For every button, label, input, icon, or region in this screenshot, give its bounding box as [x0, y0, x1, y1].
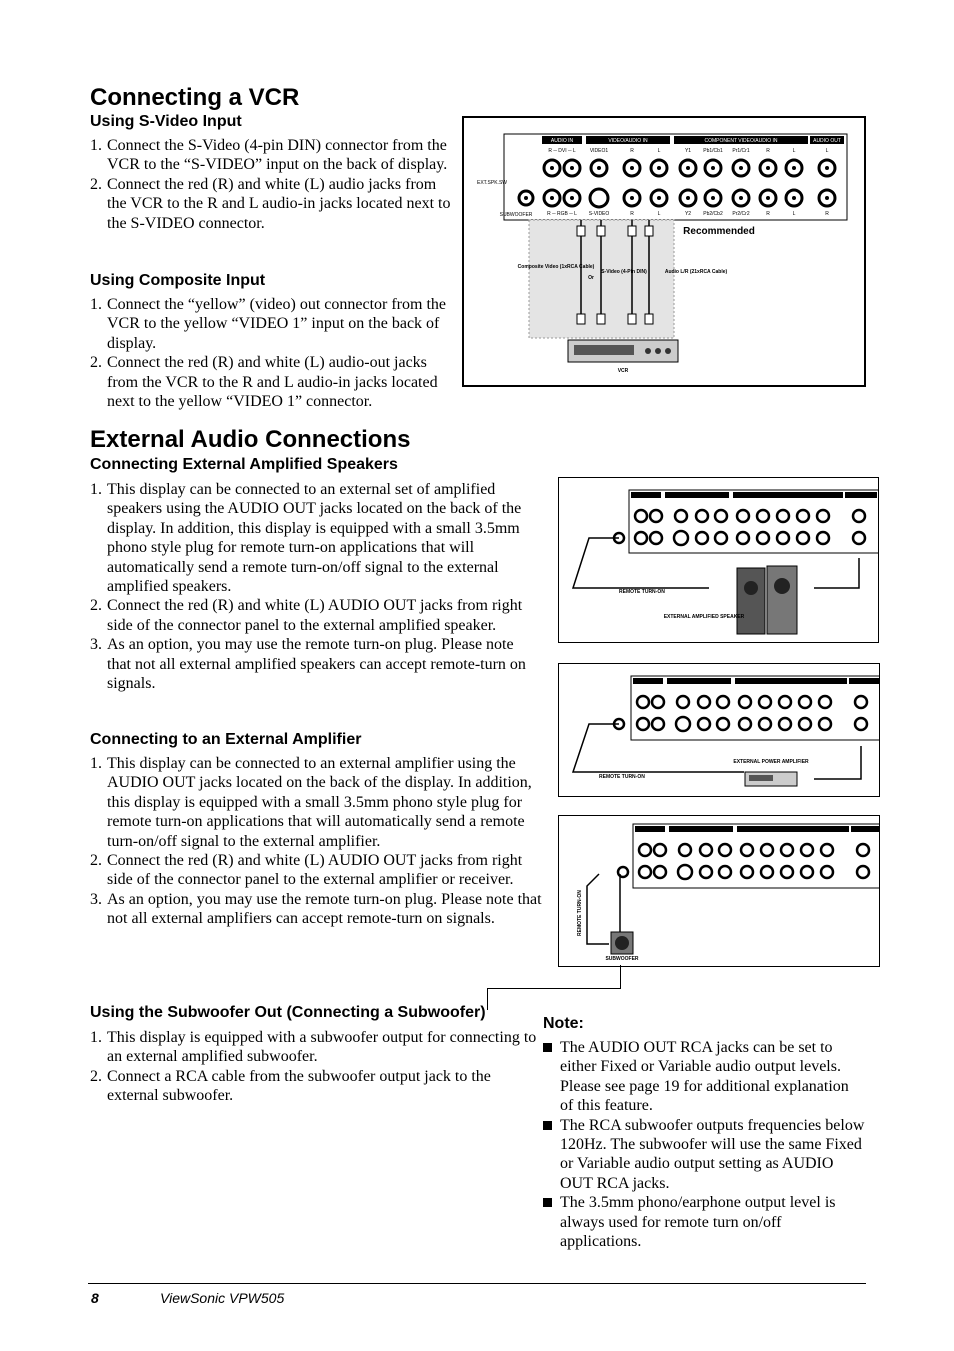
list-item: 1. Connect the “yellow” (video) out connector from the VCR to the yellow “VIDEO 1” input on the back of display. — [90, 296, 446, 352]
audio-in-label: AUDIO IN — [550, 138, 574, 144]
svg-text:S-VIDEO: S-VIDEO — [588, 211, 610, 217]
svg-text:Pr2/Cr2: Pr2/Cr2 — [732, 211, 750, 217]
amplifier-heading: Connecting to an External Amplifier — [90, 731, 362, 748]
square-bullet-icon — [543, 1198, 552, 1207]
callout-line — [487, 988, 488, 1010]
svg-text:Pb2/Cb2: Pb2/Cb2 — [703, 211, 723, 217]
speaker-connection-figure — [558, 477, 879, 643]
audio-title: External Audio Connections — [90, 426, 411, 453]
list-item: 1. Connect the S-Video (4-pin DIN) connector from the VCR to the “S-VIDEO” input on the back of display. — [90, 137, 448, 174]
list-item: 1. This display can be connected to an external amplifier using the AUDIO OUT jacks located on the back of the display. In addition, this display is equipped with a small 3.5mm phono style plug for remote turn-on applications that will automatically send a remote turn-on/off signal to the external amplifier. — [90, 755, 532, 850]
page-number: 8 — [91, 1290, 99, 1306]
svg-text:L: L — [825, 148, 829, 154]
svg-text:R ─ RGB ─ L: R ─ RGB ─ L — [547, 211, 577, 217]
list-item: 2. Connect the red (R) and white (L) AUDIO OUT jacks from right side of the connector panel to the external amplified speaker. — [90, 597, 523, 634]
svg-text:R: R — [630, 211, 634, 217]
callout-line — [487, 988, 621, 989]
subwoofer-diagram — [559, 816, 879, 966]
speaker-diagram — [559, 478, 878, 642]
composite-cable-label: Composite Video (1xRCA Cable) — [517, 264, 595, 270]
svg-text:Pr1/Cr1: Pr1/Cr1 — [732, 148, 750, 154]
svg-text:EXT.SPK.SW: EXT.SPK.SW — [476, 180, 508, 186]
list-item: 2. Connect the red (R) and white (L) audio-out jacks from the VCR to the R and L audio-in jacks located next to the yellow “VIDEO 1” connector. — [90, 354, 438, 411]
svg-text:L: L — [792, 211, 796, 217]
remote-turn-on-label: REMOTE TURN-ON — [599, 774, 645, 780]
speakers-heading: Connecting External Amplified Speakers — [90, 456, 398, 473]
subwoofer-connection-figure — [558, 815, 880, 967]
power-amplifier-label: EXTERNAL POWER AMPLIFIER — [733, 759, 809, 765]
square-bullet-icon — [543, 1121, 552, 1130]
video-audio-in-label: VIDEO/AUDIO IN — [608, 138, 648, 144]
svg-text:L: L — [792, 148, 796, 154]
list-item: 3. As an option, you may use the remote turn-on plug. Please note that not all external amplifiers can accept remote-turn on signals. — [90, 890, 542, 928]
list-item: The 3.5mm phono/earphone output level is always used for remote turn on/off applications. — [543, 1193, 866, 1251]
svideo-steps — [90, 136, 454, 233]
note-list — [543, 1038, 866, 1251]
footer-rule — [88, 1283, 866, 1284]
subwoofer-icon — [611, 932, 633, 954]
subwoofer-steps — [90, 1028, 542, 1106]
svideo-heading: Using S-Video Input — [90, 113, 242, 130]
subwoofer-label: SUBWOOFER — [605, 956, 639, 962]
callout-line — [620, 965, 621, 988]
remote-turn-on-label: REMOTE TURN-ON — [619, 589, 665, 595]
svg-text:VIDEO1: VIDEO1 — [589, 148, 609, 154]
footer-product: ViewSonic VPW505 — [160, 1290, 285, 1306]
list-item: The AUDIO OUT RCA jacks can be set to either Fixed or Variable audio output levels. Please see page 19 for additional explanation of this feature. — [543, 1038, 866, 1116]
audio-cable-label: Audio L/R (21xRCA Cable) — [664, 269, 728, 275]
amplified-speaker-label: EXTERNAL AMPLIFIED SPEAKER — [663, 614, 745, 620]
vcr-connection-figure — [462, 116, 866, 387]
vcr-device — [568, 340, 678, 362]
svideo-cable-label: S-Video (4-Pin DIN) — [601, 269, 647, 275]
amplifier-icon — [745, 772, 797, 786]
svg-text:R: R — [825, 211, 829, 217]
svg-text:Or: Or — [588, 275, 594, 281]
list-item: 2. Connect the red (R) and white (L) audio jacks from the VCR to the R and L audio-in jacks located next to the S-VIDEO connector. — [90, 175, 451, 232]
svg-text:L: L — [657, 211, 661, 217]
list-item: 1. This display can be connected to an external set of amplified speakers using the AUDIO OUT jacks located on the back of the display. In addition, this display is equipped with a small 3.5mm phono style plug for remote turn-on applications that will automatically send a remote turn-on/off signal to the external amplified speakers. — [90, 481, 522, 596]
composite-heading: Using Composite Input — [90, 272, 266, 289]
speakers-steps — [90, 480, 538, 693]
vcr-label: VCR — [617, 368, 629, 374]
svg-text:R ─ DVI ─ L: R ─ DVI ─ L — [548, 148, 576, 154]
recommended-label: Recommended — [683, 226, 755, 237]
audio-out-label: AUDIO OUT — [813, 138, 841, 144]
list-item: 1. This display is equipped with a subwoofer output for connecting to an external amplified subwoofer. — [90, 1029, 537, 1066]
svg-text:Pb1/Cb1: Pb1/Cb1 — [703, 148, 723, 154]
amplifier-diagram — [559, 664, 879, 796]
remote-turn-on-label: REMOTE TURN-ON — [577, 890, 583, 936]
component-label: COMPONENT VIDEO/AUDIO IN — [704, 138, 778, 144]
svg-text:L: L — [657, 148, 661, 154]
svg-text:SUBWOOFER: SUBWOOFER — [499, 212, 533, 218]
list-item: 2. Connect the red (R) and white (L) AUDIO OUT jacks from right side of the connector panel to the external amplifier or receiver. — [90, 852, 523, 889]
svg-text:Y1: Y1 — [684, 148, 692, 154]
list-item: 2. Connect a RCA cable from the subwoofer output jack to the external subwoofer. — [90, 1067, 491, 1105]
speaker-icon — [737, 566, 797, 634]
vcr-diagram — [464, 118, 864, 385]
amplifier-steps — [90, 754, 542, 929]
vcr-title: Connecting a VCR — [90, 84, 300, 111]
svg-text:R: R — [630, 148, 634, 154]
list-item: The RCA subwoofer outputs frequencies below 120Hz. The subwoofer will use the same Fixed or Variable audio output setting as AUDIO OUT RCA jacks. — [543, 1116, 866, 1194]
subwoofer-heading: Using the Subwoofer Out (Connecting a Subwoofer) — [90, 1004, 486, 1021]
svg-text:Y2: Y2 — [684, 211, 692, 217]
amplifier-connection-figure — [558, 663, 880, 797]
connector-panel — [504, 134, 847, 220]
note-heading: Note: — [543, 1015, 584, 1032]
square-bullet-icon — [543, 1043, 552, 1052]
svg-text:R: R — [766, 211, 770, 217]
composite-steps — [90, 295, 458, 411]
list-item: 3. As an option, you may use the remote turn-on plug. Please note that not all external amplified speakers can accept remote-turn on signals. — [90, 636, 526, 693]
svg-text:R: R — [766, 148, 770, 154]
